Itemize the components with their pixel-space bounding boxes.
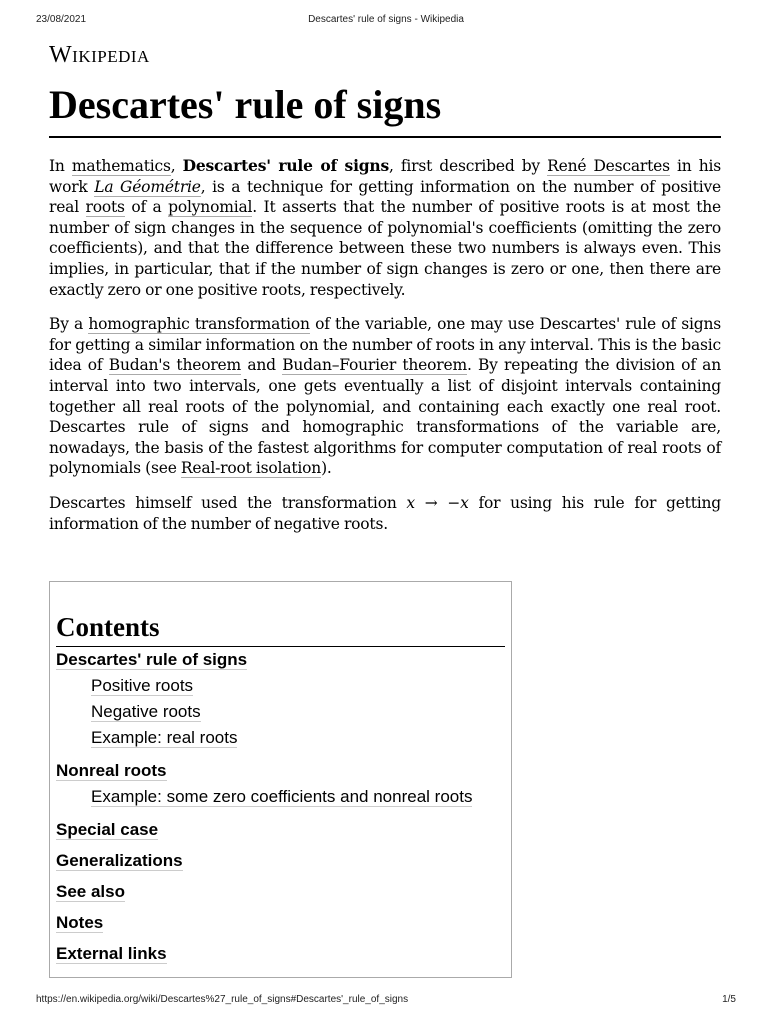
text: of a (124, 198, 169, 217)
page-title: Descartes' rule of signs (49, 80, 721, 138)
table-of-contents (49, 581, 512, 978)
link-mathematics[interactable]: mathematics (71, 157, 171, 175)
text: By a (49, 315, 89, 334)
toc-list (56, 647, 505, 967)
print-date: 23/08/2021 (36, 14, 87, 25)
text: of the variable, one may use Descartes' rule of signs for getting a similar information on the number of roots in any interval. This is the basic idea of (49, 315, 721, 375)
toc-item[interactable] (56, 941, 505, 967)
toc-item-label[interactable]: Descartes' rule of signs (56, 650, 248, 669)
toc-subitem[interactable] (56, 673, 505, 699)
page-number: 1/5 (722, 994, 736, 1005)
text: , first described by (389, 157, 548, 175)
toc-item[interactable] (56, 647, 505, 673)
article (49, 40, 721, 534)
toc-item-label[interactable]: External links (56, 944, 167, 963)
text: ). (321, 459, 332, 478)
text: Descartes himself used the transformation (49, 493, 407, 512)
toc-item-label[interactable]: Special case (56, 820, 159, 839)
toc-heading: Contents (56, 610, 505, 647)
toc-item-label[interactable]: Example: some zero coefficients and nonreal roots (91, 787, 473, 806)
intro-paragraph (49, 156, 721, 300)
toc-item-label[interactable]: Negative roots (91, 702, 201, 721)
toc-item-label[interactable]: Nonreal roots (56, 761, 167, 780)
link-homographic-transformation[interactable]: homographic transformation (88, 315, 310, 334)
toc-item[interactable] (56, 817, 505, 843)
toc-item-label[interactable]: Example: real roots (91, 728, 238, 747)
text: , is a technique for getting information on the number of positive real (49, 177, 721, 217)
link-rene-descartes[interactable]: René Descartes (547, 157, 670, 175)
link-la-geometrie[interactable]: La Géométrie (94, 177, 201, 196)
toc-subitem[interactable] (56, 725, 505, 751)
math-x: x (406, 493, 415, 512)
link-real-root-isolation[interactable]: Real-root isolation (180, 459, 322, 478)
text: In (49, 157, 72, 175)
toc-item-label[interactable]: Positive roots (91, 676, 194, 695)
arrow: → (414, 493, 448, 512)
second-paragraph (49, 314, 721, 479)
link-roots[interactable]: roots (85, 198, 125, 217)
toc-item[interactable] (56, 848, 505, 874)
toc-item[interactable] (56, 910, 505, 936)
print-header (36, 14, 736, 30)
text: . By repeating the division of an interval into two intervals, one gets eventually a list of disjoint intervals containing together all real roots of the polynomial, and containing each exactly one real root. Descartes rule of signs and homographic transformations of the variable are, nowadays, the basis of the fastest algorithms for computer computation of real roots of polynomials (see (49, 356, 721, 478)
toc-item-label[interactable]: See also (56, 882, 125, 901)
link-budan-fourier-theorem[interactable]: Budan–Fourier theorem (282, 356, 467, 375)
toc-subitem[interactable] (56, 784, 505, 810)
toc-item[interactable] (56, 758, 505, 784)
toc-item[interactable] (56, 879, 505, 905)
text: for using his rule for getting information of the number of negative roots. (49, 493, 721, 533)
print-url: https://en.wikipedia.org/wiki/Descartes%27_rule_of_signs#Descartes'_rule_of_signs (36, 994, 409, 1005)
toc-item-label[interactable]: Notes (56, 913, 104, 932)
print-footer (36, 994, 736, 1010)
toc-item-label[interactable]: Generalizations (56, 851, 183, 870)
text: , (170, 157, 183, 175)
link-budans-theorem[interactable]: Budan's theorem (108, 356, 242, 375)
wikipedia-wordmark[interactable]: Wikipedia (49, 42, 150, 68)
text: in his work (49, 157, 721, 196)
bold-term: Descartes' rule of signs (182, 156, 389, 175)
print-doc-title: Descartes' rule of signs - Wikipedia (308, 14, 464, 25)
toc-subitem[interactable] (56, 699, 505, 725)
text: . It asserts that the number of positive roots is at most the number of sign changes in the sequence of polynomial's coefficients (omitting the zero coefficients), and that the difference between these two numbers is always even. This implies, in particular, that if the number of sign changes is zero or one, then there are exactly zero or one positive roots, respectively. (49, 198, 722, 299)
math-neg-x: −x (447, 493, 469, 512)
third-paragraph (49, 493, 721, 534)
link-polynomial[interactable]: polynomial (168, 198, 253, 217)
text: and (241, 356, 283, 375)
